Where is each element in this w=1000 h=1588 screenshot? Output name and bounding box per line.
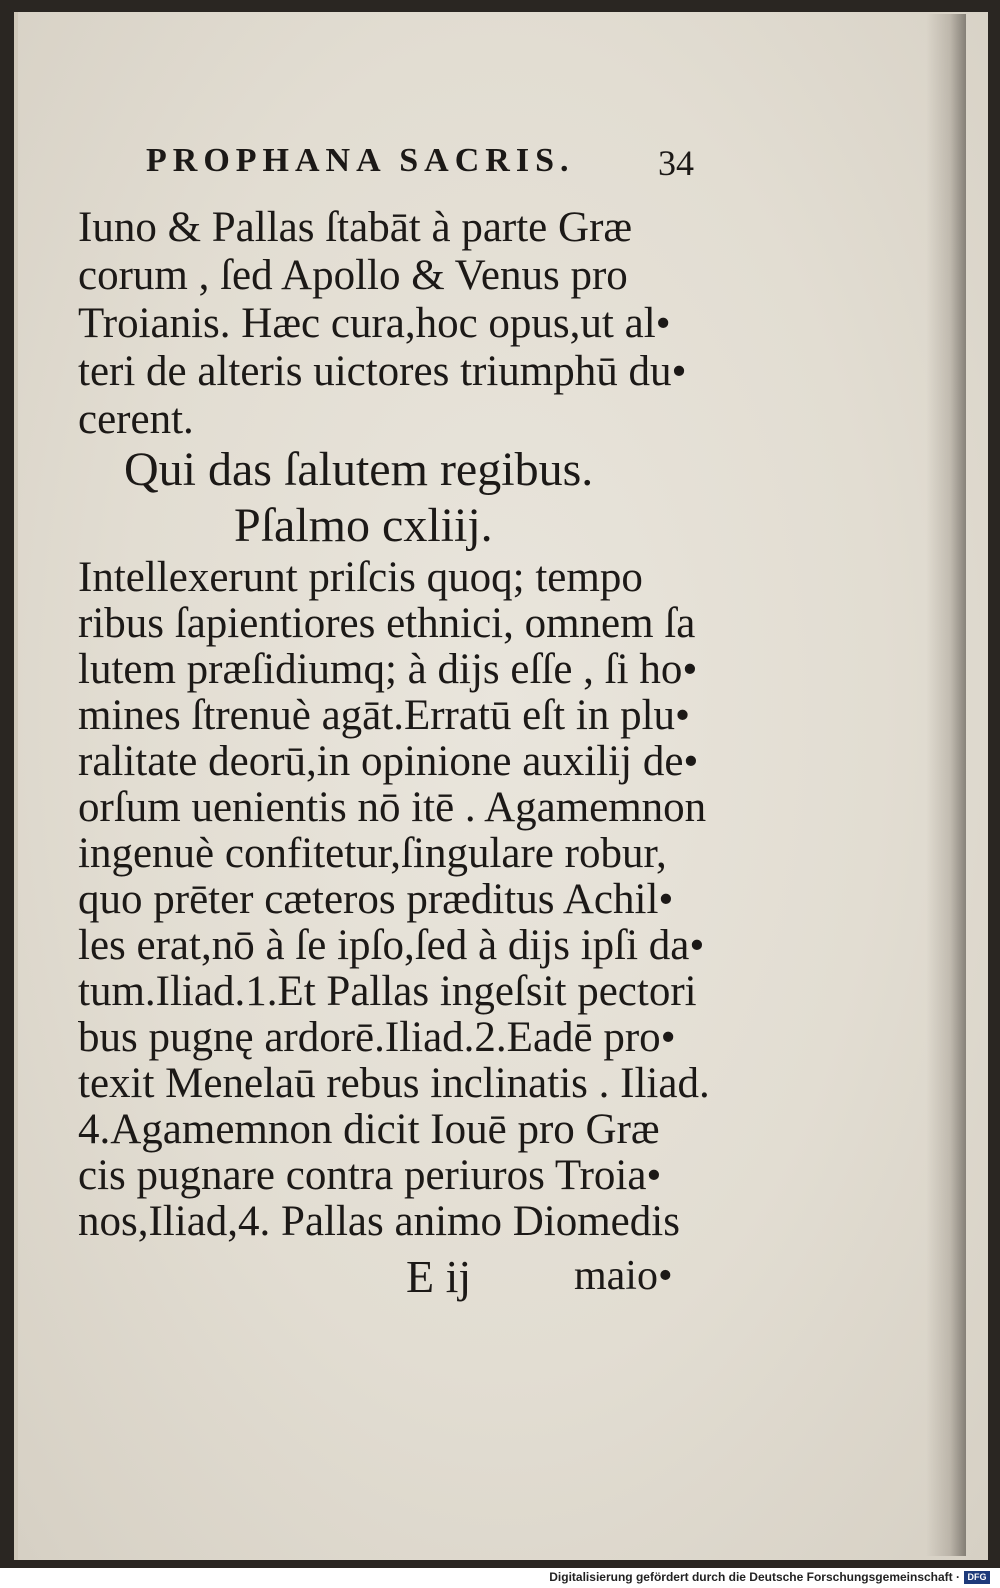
section-heading: Qui das ſalutem regibus.: [124, 443, 594, 496]
text-line: ingenuè confitetur,ſingulare robur,: [78, 830, 667, 877]
text-line: ralitate deorū,in opinione auxilij de•: [78, 738, 699, 785]
text-line: cerent.: [78, 396, 194, 443]
text-line: corum , ſed Apollo & Venus pro: [78, 252, 628, 299]
banner-text: Digitalisierung gefördert durch die Deutsche Forschungsgemeinschaft ·: [549, 1570, 960, 1584]
psalm-reference: Pſalmo cxliij.: [234, 499, 493, 552]
signature-mark: E ij: [406, 1251, 472, 1302]
digitization-banner: [0, 1568, 1000, 1588]
text-line: lutem præſidiumq; à dijs eſſe , ſi ho•: [78, 646, 698, 693]
text-line: Intellexerunt priſcis quoq; tempo: [78, 554, 643, 601]
text-line: quo prēter cæteros præditus Achil•: [78, 876, 674, 923]
page-gutter-shadow: [926, 14, 966, 1556]
text-line: Iuno & Pallas ſtabāt à parte Græ: [78, 204, 633, 251]
text-line: tum.Iliad.1.Et Pallas ingeſsit pectori: [78, 968, 697, 1015]
text-line: mines ſtrenuè agāt.Erratū eſt in plu•: [78, 692, 691, 739]
text-line: ribus ſapientiores ethnici, omnem ſa: [78, 600, 696, 647]
text-line: bus pugnę ardorē.Iliad.2.Eadē pro•: [78, 1014, 676, 1061]
text-line: les erat,nō à ſe ipſo,ſed à dijs ipſi da•: [78, 922, 705, 969]
text-line: texit Menelaū rebus inclinatis . Iliad.: [78, 1060, 710, 1107]
text-line: cis pugnare contra periuros Troia•: [78, 1152, 662, 1199]
catchword: maio•: [574, 1253, 673, 1299]
text-line: 4.Agamemnon dicit Iouē pro Græ: [78, 1106, 660, 1153]
book-page: [14, 12, 988, 1560]
text-line: orſum uenientis nō itē . Agamemnon: [78, 784, 707, 831]
text-line: teri de alteris uictores triumphū du•: [78, 348, 687, 395]
dfg-logo: DFG: [964, 1571, 990, 1584]
page-number: 34: [658, 143, 694, 183]
text-line: nos,Iliad,4. Pallas animo Diomedis: [78, 1198, 680, 1245]
running-head: PROPHANA SACRIS.: [146, 142, 575, 179]
text-line: Troianis. Hæc cura,hoc opus,ut al•: [78, 300, 671, 347]
